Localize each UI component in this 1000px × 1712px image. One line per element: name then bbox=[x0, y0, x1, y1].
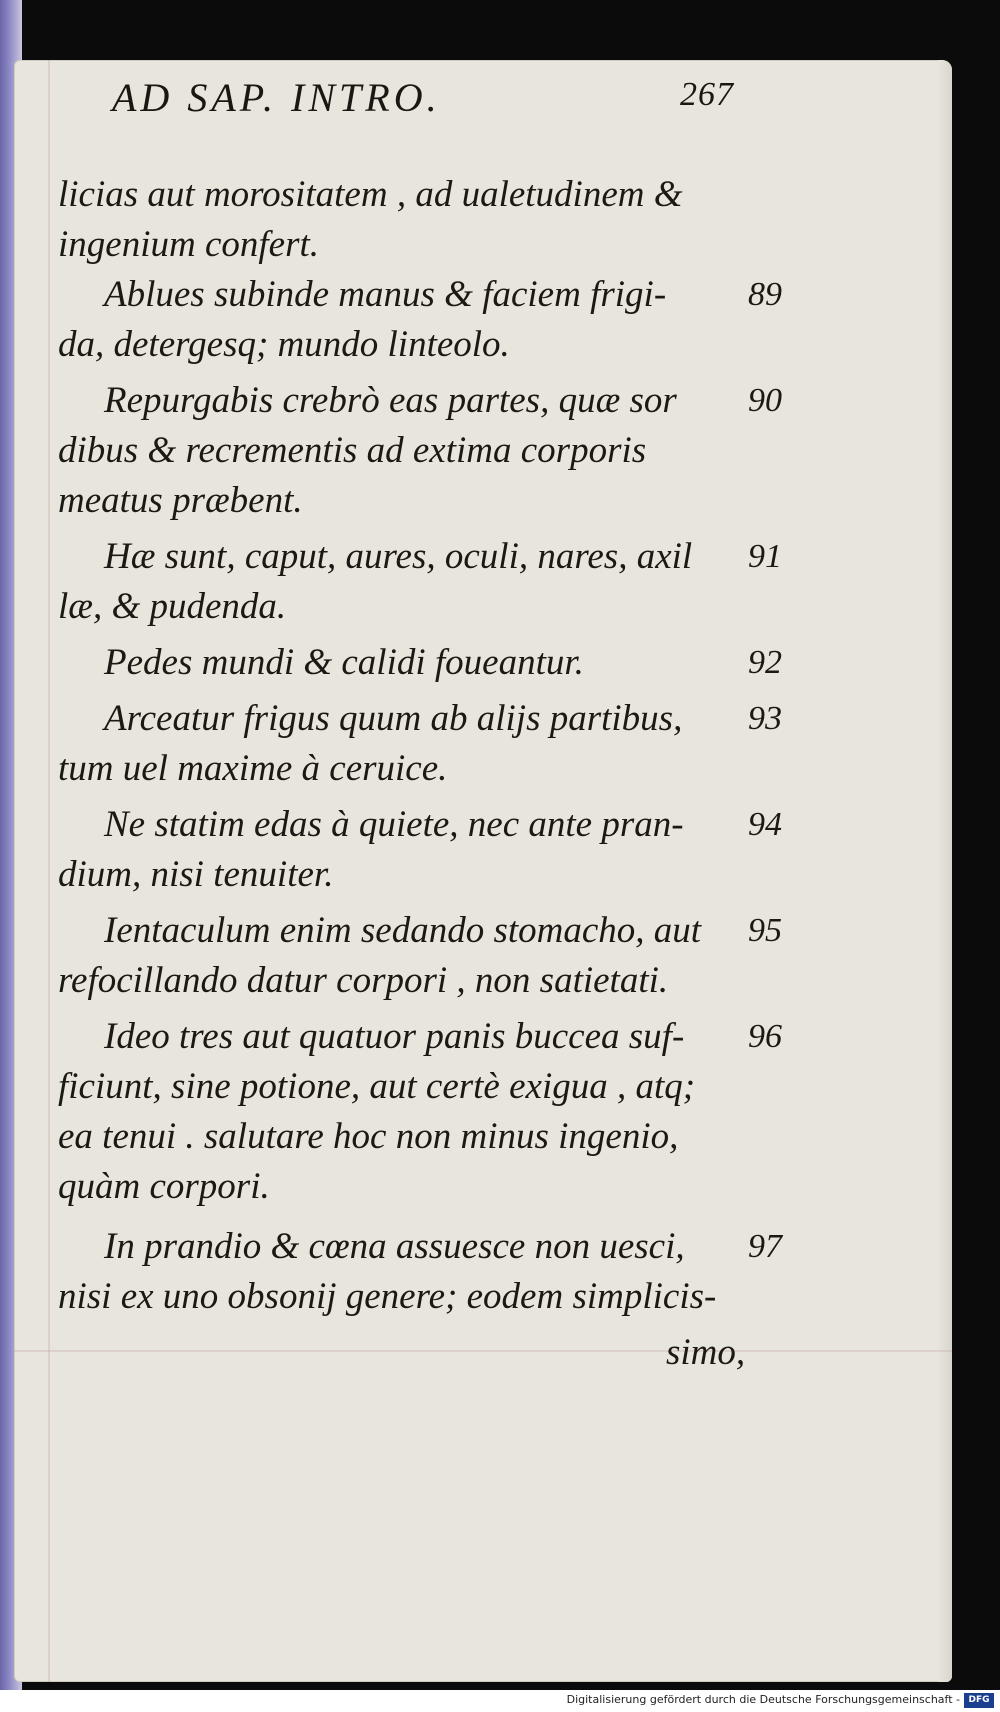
text-line: tum uel maxime à ceruice. bbox=[58, 748, 448, 789]
text-line: dibus & recrementis ad extima corporis bbox=[58, 430, 647, 471]
footer-bar bbox=[0, 1690, 1000, 1712]
text-line: ea tenui . salutare hoc non minus ingenio, bbox=[58, 1116, 679, 1157]
text-line: Repurgabis crebrò eas partes, quæ sor bbox=[104, 380, 677, 421]
text-line: Ne statim edas à quiete, nec ante pran- bbox=[104, 804, 684, 845]
dfg-logo-icon: DFG bbox=[964, 1693, 994, 1708]
text-line: refocillando datur corpori , non satietati. bbox=[58, 960, 669, 1001]
ruled-margin-line bbox=[48, 60, 50, 1682]
marginal-number: 89 bbox=[748, 276, 782, 313]
text-line: Ientaculum enim sedando stomacho, aut bbox=[104, 910, 702, 951]
page-number: 267 bbox=[680, 76, 734, 113]
text-line: Hæ sunt, caput, aures, oculi, nares, axil bbox=[104, 536, 693, 577]
catchword: simo, bbox=[666, 1332, 746, 1373]
text-line: Ideo tres aut quatuor panis buccea suf- bbox=[104, 1016, 685, 1057]
text-line: meatus præbent. bbox=[58, 480, 303, 521]
marginal-number: 90 bbox=[748, 382, 782, 419]
marginal-number: 91 bbox=[748, 538, 782, 575]
marginal-number: 93 bbox=[748, 700, 782, 737]
digitization-credit: Digitalisierung gefördert durch die Deutsche Forschungsgemeinschaft - bbox=[566, 1693, 960, 1706]
text-line: læ, & pudenda. bbox=[58, 586, 287, 627]
text-line: quàm corpori. bbox=[58, 1166, 270, 1207]
marginal-number: 92 bbox=[748, 644, 782, 681]
marginal-number: 95 bbox=[748, 912, 782, 949]
running-title: AD SAP. INTRO. bbox=[112, 75, 441, 120]
ruled-bottom-line bbox=[14, 1350, 952, 1352]
marginal-number: 94 bbox=[748, 806, 782, 843]
text-line: licias aut morositatem , ad ualetudinem & bbox=[58, 174, 683, 215]
page-header bbox=[112, 74, 752, 134]
marginal-number: 96 bbox=[748, 1018, 782, 1055]
text-line: nisi ex uno obsonij genere; eodem simplicis- bbox=[58, 1276, 717, 1317]
text-line: ficiunt, sine potione, aut certè exigua , atq; bbox=[58, 1066, 696, 1107]
text-line: dium, nisi tenuiter. bbox=[58, 854, 334, 895]
text-line: ingenium confert. bbox=[58, 224, 320, 265]
text-line: Pedes mundi & calidi foueantur. bbox=[104, 642, 584, 683]
text-line: da, detergesq; mundo linteolo. bbox=[58, 324, 510, 365]
marginal-number: 97 bbox=[748, 1228, 782, 1265]
page-edge bbox=[938, 60, 952, 1682]
text-line: Arceatur frigus quum ab alijs partibus, bbox=[104, 698, 683, 739]
text-line: In prandio & cœna assuesce non uesci, bbox=[104, 1226, 685, 1267]
text-line: Ablues subinde manus & faciem frigi- bbox=[104, 274, 667, 315]
